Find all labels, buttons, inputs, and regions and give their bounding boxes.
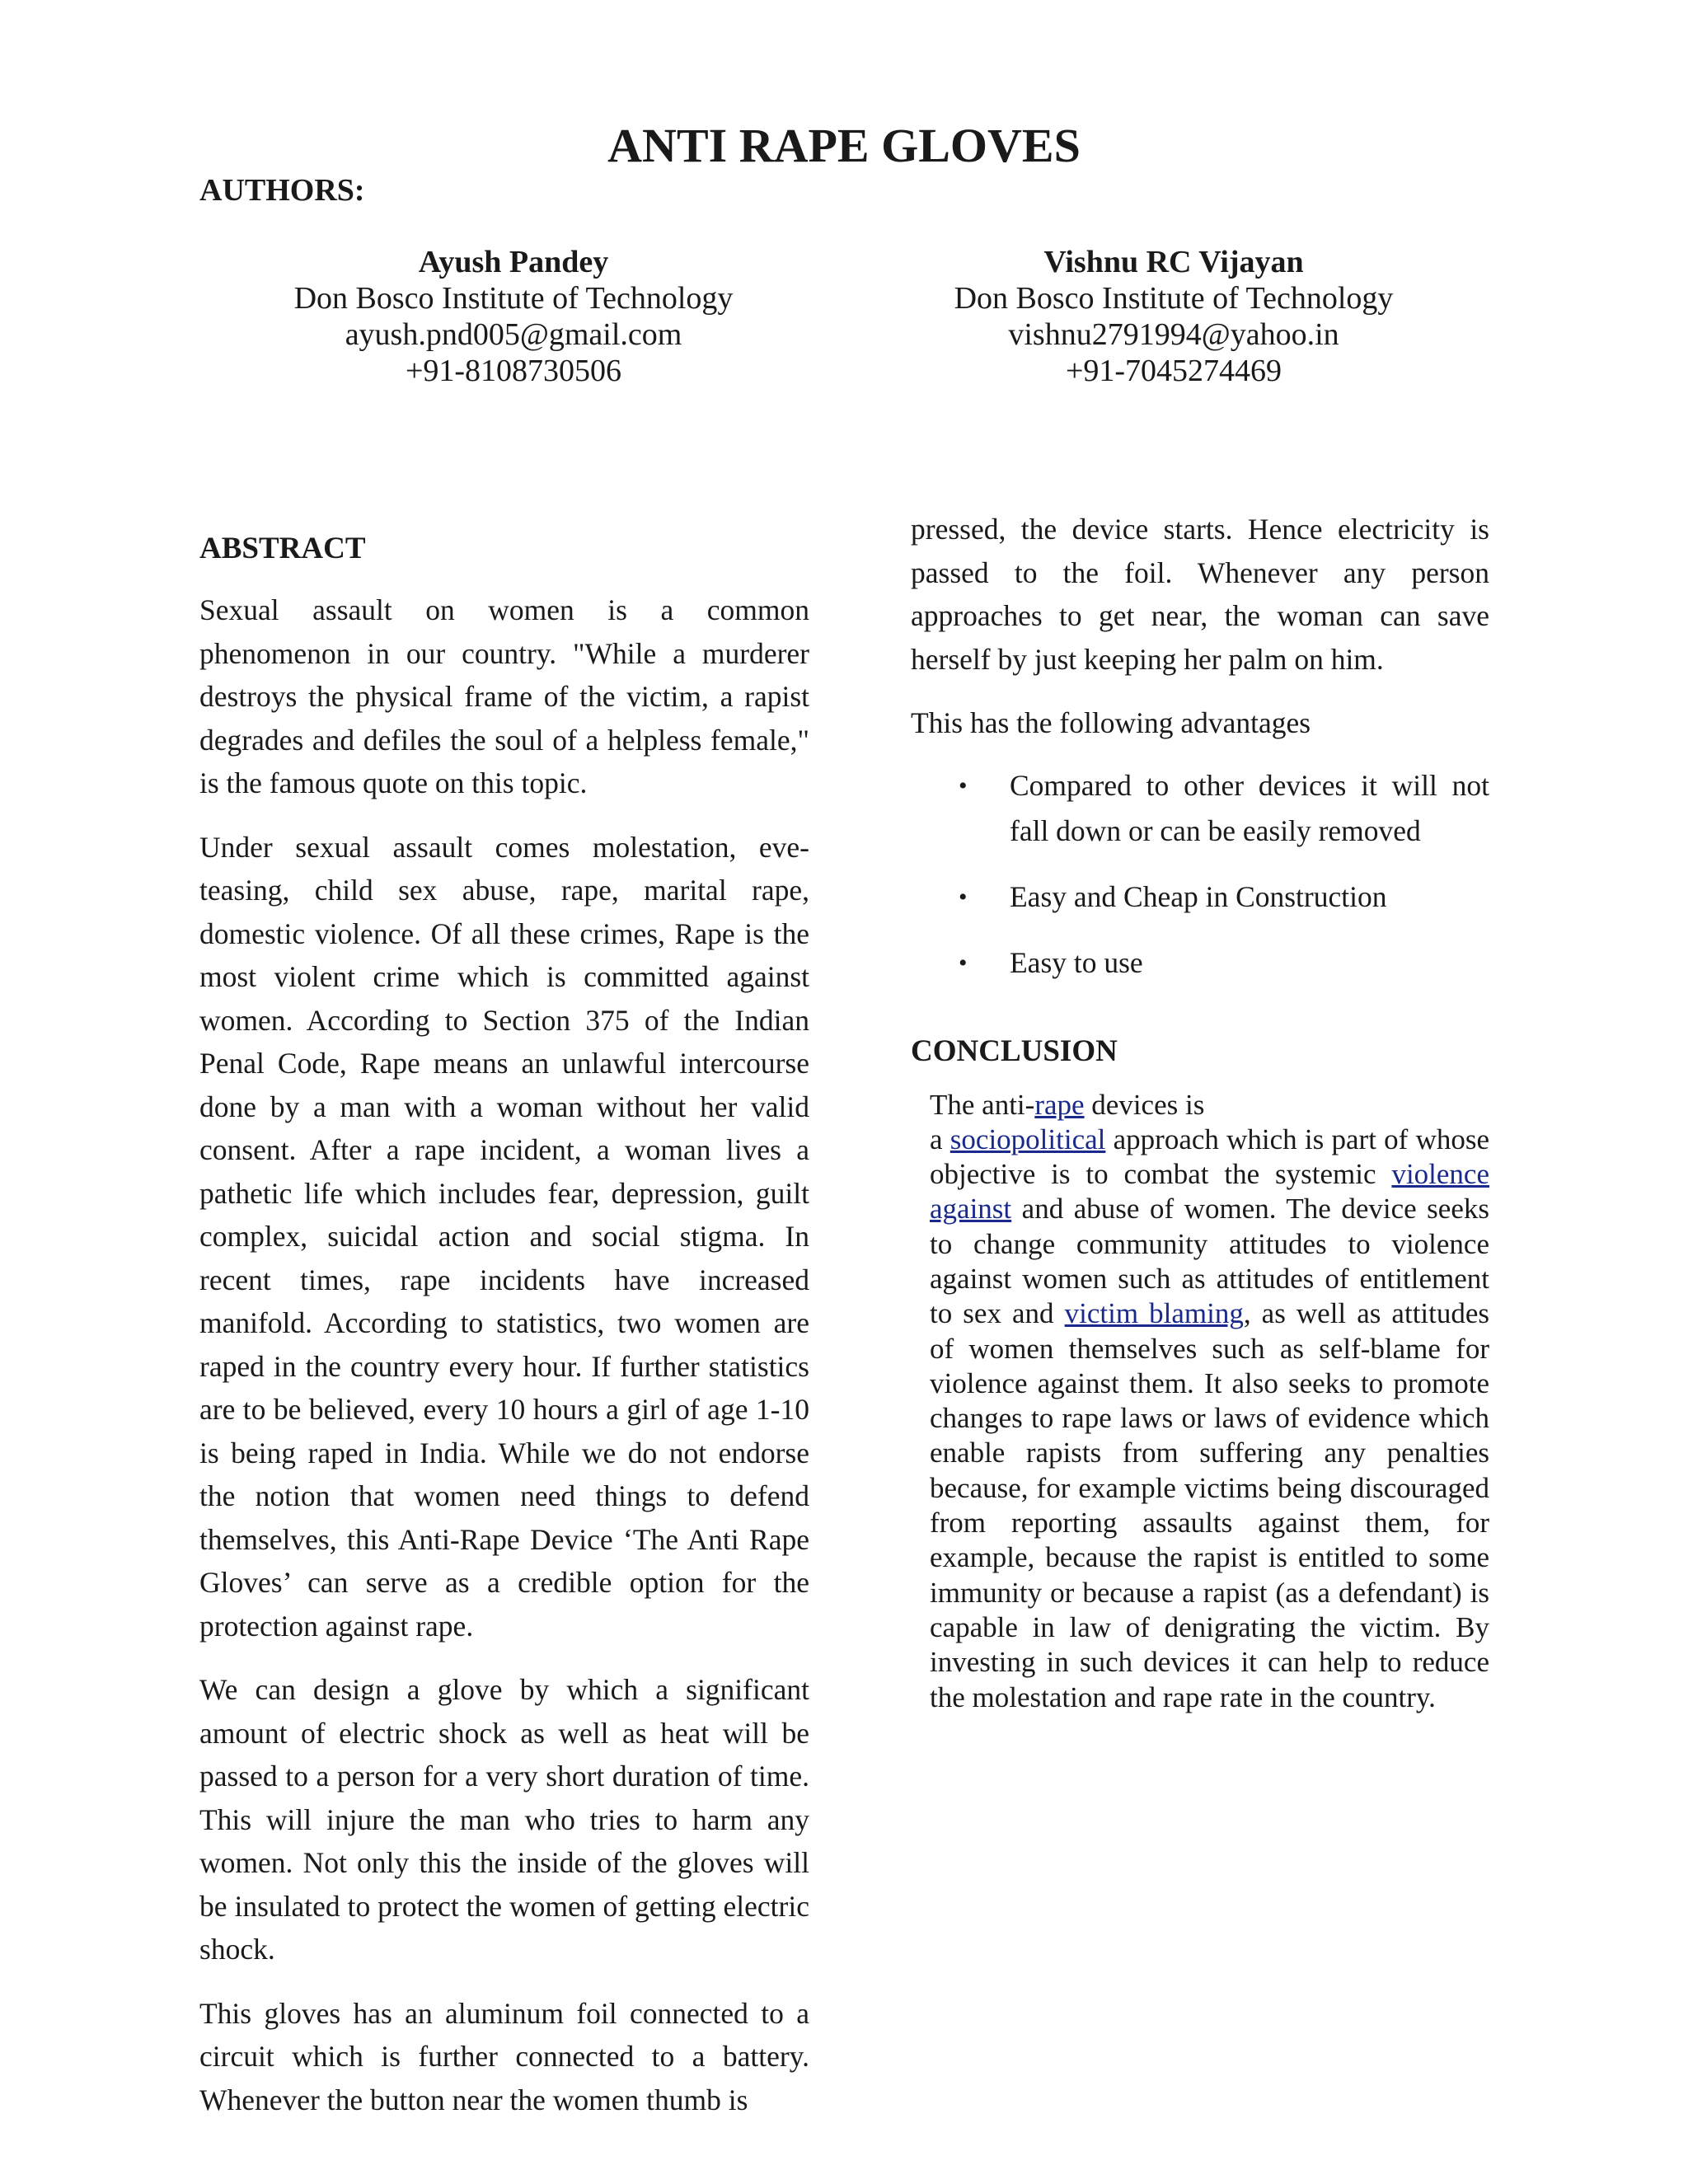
author-email: ayush.pnd005@gmail.com	[345, 317, 682, 352]
advantages-intro: This has the following advantages	[911, 706, 1311, 739]
bullet-icon: •	[959, 771, 968, 799]
author-phone: +91-8108730506	[405, 354, 622, 388]
advantages-list	[911, 763, 1489, 986]
abstract-paragraph-1: Sexual assault on women is a common phenomenon in our country. "While a murderer destroys the physical frame of the victim, a rapist degrades and defiles the soul of a helpless female," is the famous quote on this topic.	[199, 593, 809, 799]
conclusion-text: devices is	[1084, 1088, 1205, 1121]
list-item	[911, 940, 1489, 986]
left-column	[199, 524, 809, 2142]
violence-against-link[interactable]: violence against	[930, 1158, 1489, 1226]
abstract-paragraph-4: This gloves has an aluminum foil connected to a circuit which is further connected to a battery. Whenever the button near the women thumb is	[199, 1996, 809, 2116]
conclusion-paragraph	[930, 1088, 1489, 1715]
conclusion-text: The anti-	[930, 1088, 1035, 1121]
abstract-paragraph-2: Under sexual assault comes molestation, eve-teasing, child sex abuse, rape, marital rape, domestic violence. Of all these crimes, Rape is the most violent crime which is committed against women. According to Section 375 of the Indian Penal Code, Rape means an unlawful intercourse done by a man with a woman without her valid consent. After a rape incident, a woman lives a pathetic life which includes fear, depression, guilt complex, suicidal action and social stigma. In recent times, rape incidents have increased manifold. According to statistics, two women are raped in the country every hour. If further statistics are to be believed, every 10 hours a girl of age 1-10 is being raped in India. While we do not endorse the notion that women need things to defend themselves, this Anti-Rape Device ‘The Anti Rape Gloves’ can serve as a credible option for the protection against rape.	[199, 830, 809, 1643]
victim-blaming-link[interactable]: victim blaming	[1064, 1297, 1244, 1330]
abstract-paragraph-3: We can design a glove by which a significant amount of electric shock as well as heat will be passed to a person for a very short duration of time. This will injure the man who tries to harm any women. Not only this the inside of the gloves will be insulated to protect the women of getting electric shock.	[199, 1673, 809, 1966]
bullet-icon: •	[959, 883, 968, 911]
conclusion-text: a	[930, 1122, 950, 1155]
conclusion-heading: CONCLUSION	[911, 1033, 1118, 1068]
author-affiliation: Don Bosco Institute of Technology	[293, 281, 734, 316]
list-item-text: Easy to use	[1010, 945, 1143, 979]
author-affiliation: Don Bosco Institute of Technology	[954, 281, 1394, 316]
author-phone: +91-7045274469	[1065, 354, 1282, 388]
abstract-heading: ABSTRACT	[199, 532, 366, 565]
author-email: vishnu2791994@yahoo.in	[1008, 317, 1339, 352]
bullet-icon: •	[959, 949, 968, 977]
conclusion-text: approach which is part of whose objective is to combat the systemic	[930, 1122, 1490, 1191]
author-block	[860, 244, 1487, 389]
list-item-text: Easy and Cheap in Construction	[1010, 879, 1387, 913]
conclusion-text: , as well as attitudes of women themselves such as self-blame for violence against them. It also seeks to promote changes to rape laws or laws of evidence which enable rapists from suffering any penalties because, for example victims being discouraged from reporting assaults against them, for example, because the rapist is entitled to some immunity or because a rapist (as a defendant) is capable in law of denigrating the victim. By investing in such devices it can help to reduce the molestation and rape rate in the country.	[930, 1297, 1490, 1713]
right-column	[911, 508, 1489, 1715]
list-item-text: Compared to other devices it will not fall down or can be easily removed	[1010, 768, 1489, 847]
sociopolitical-link[interactable]: sociopolitical	[950, 1122, 1106, 1155]
abstract-paragraph-4-continued: pressed, the device starts. Hence electricity is passed to the foil. Whenever any person approaches to get near, the woman can save herself by just keeping her palm on him.	[911, 513, 1489, 676]
rape-link[interactable]: rape	[1034, 1088, 1085, 1121]
author-block	[200, 244, 827, 389]
author-name: Vishnu RC Vijayan	[1043, 245, 1304, 279]
list-item	[911, 763, 1489, 854]
paper-title: ANTI RAPE GLOVES	[607, 119, 1081, 172]
conclusion-text: and abuse of women. The device seeks to change community attitudes to violence against women such as attitudes of entitlement to sex and	[930, 1193, 1489, 1330]
authors-label: AUTHORS:	[199, 173, 365, 208]
author-name: Ayush Pandey	[418, 245, 609, 279]
list-item	[911, 874, 1489, 920]
